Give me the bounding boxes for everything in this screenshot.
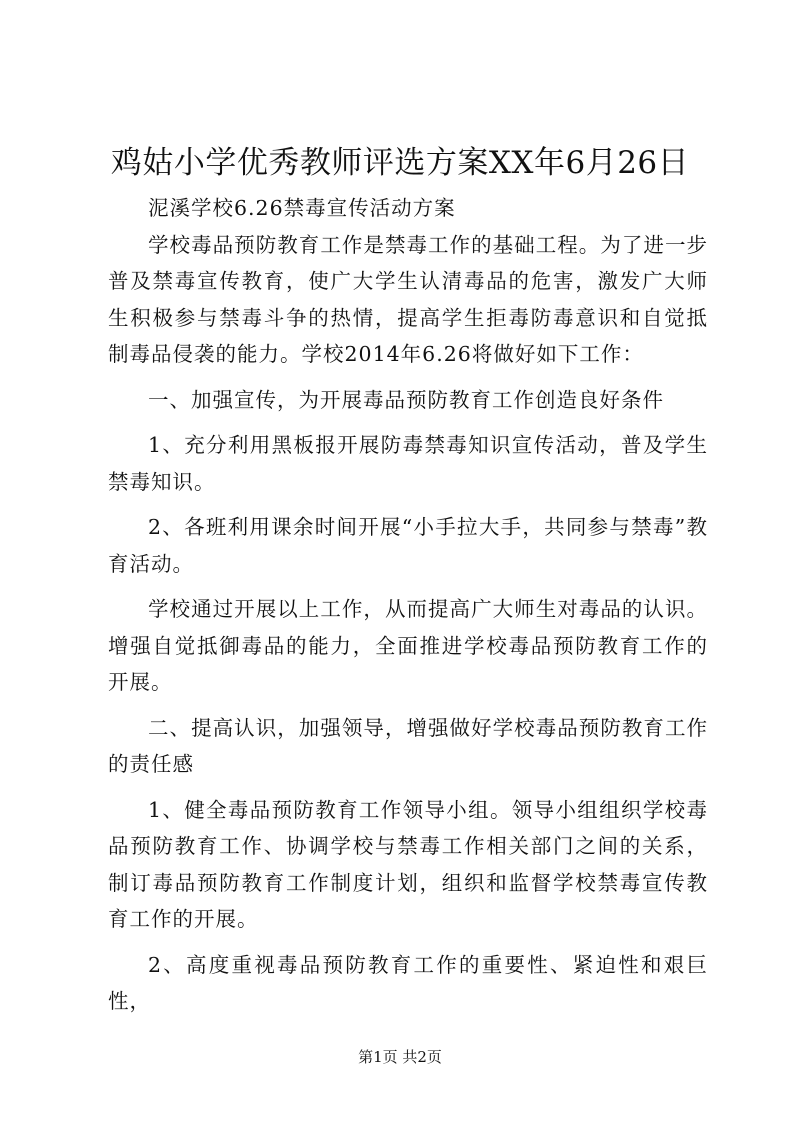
paragraph-intro: 学校毒品预防教育工作是禁毒工作的基础工程。为了进一步普及禁毒宣传教育，使广大学生认清毒品的危害，激发广大师生积极参与禁毒斗争的热情，提高学生拒毒防毒意识和自觉抵制毒品侵袭的能力。学校2014年6.26将做好如下工作： — [108, 232, 708, 366]
paragraph-subtitle: 泥溪学校6.26禁毒宣传活动方案 — [148, 196, 456, 220]
paragraph-section-2-item-2: 2、高度重视毒品预防教育工作的重要性、紧迫性和艰巨性， — [108, 952, 708, 1013]
paragraph-item-2: 2、各班利用课余时间开展“小手拉大手，共同参与禁毒”教育活动。 — [108, 515, 708, 576]
paragraph-item-1: 1、充分利用黑板报开展防毒禁毒知识宣传活动，普及学生禁毒知识。 — [108, 433, 708, 494]
paragraph-section-1-heading: 一、加强宣传，为开展毒品预防教育工作创造良好条件 — [148, 387, 664, 412]
document-body — [108, 190, 708, 1020]
paragraph-section-2-item-1: 1、健全毒品预防教育工作领导小组。领导小组组织学校毒品预防教育工作、协调学校与禁毒工作相关部门之间的关系，制订毒品预防教育工作制度计划，组织和监督学校禁毒宣传教育工作的开展。 — [108, 797, 708, 931]
page-indicator: 第1页 共2页 — [358, 1048, 442, 1066]
document-title: 鸡姑小学优秀教师评选方案XX年6月26日 — [110, 145, 690, 181]
paragraph-summary: 学校通过开展以上工作，从而提高广大师生对毒品的认识。增强自觉抵御毒品的能力，全面推进学校毒品预防教育工作的开展。 — [108, 597, 708, 694]
paragraph-section-2-heading: 二、提高认识，加强领导，增强做好学校毒品预防教育工作的责任感 — [108, 715, 708, 776]
